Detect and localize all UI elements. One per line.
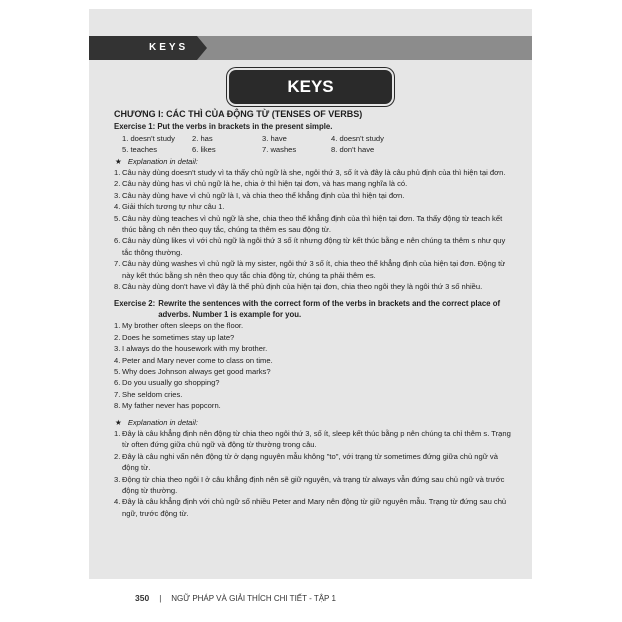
star-icon: ★ <box>115 417 122 427</box>
header-tab: KEYS <box>89 36 197 60</box>
exercise-2-heading: Exercise 2: Rewrite the sentences with the correct form of the verbs in brackets and the correct place of adverbs. Number 1 is example for you. <box>114 298 501 319</box>
answer-item: 2. has <box>192 133 213 143</box>
exercise-1-explanations <box>114 167 514 292</box>
answer-item: 8. don't have <box>331 145 375 155</box>
list-item: 7. Câu này dùng washes vì chủ ngữ là my sister, ngôi thứ 3 số ít, chia theo thể khẳng định của hiện tại đơn. Động từ này kết thúc bằng sh nên theo quy tắc chia động từ, chúng ta phải thêm es. <box>114 259 506 280</box>
list-item: 4. Đây là câu khẳng định với chủ ngữ số nhiều Peter and Mary nên động từ giữ nguyên mẫu. Trạng từ đứng sau chủ ngữ, trước động từ. <box>114 497 507 518</box>
list-item: 3. I always do the housework with my brother. <box>114 344 268 354</box>
chapter-heading: CHƯƠNG I: CÁC THÌ CỦA ĐỘNG TỪ (TENSES OF VERBS) <box>114 109 363 119</box>
list-item: 3. Động từ chia theo ngôi I ở câu khẳng định nên sẽ giữ nguyên, và trạng từ always vẫn đứng sau chủ ngữ và trước động từ thường. <box>114 474 505 495</box>
page-content <box>114 109 514 519</box>
explanation-label: ★ Explanation in detail: <box>115 417 198 427</box>
list-item: 8. My father never has popcorn. <box>114 401 221 411</box>
list-item: 2. Câu này dùng has vì chủ ngữ là he, chia ở thì hiện tại đơn, và has mang nghĩa là có. <box>114 179 408 189</box>
list-item: 3. Câu này dùng have vì chủ ngữ là I, và chia theo thể khẳng định của thì hiện tại đơn. <box>114 190 405 200</box>
explanation-label: ★ Explanation in detail: <box>115 156 198 166</box>
exercise-2-sentences <box>114 320 514 411</box>
list-item: 1. Đây là câu khẳng định nên động từ chia theo ngôi thứ 3, số ít, sleep kết thúc bằng p nên chúng ta chỉ thêm s. Trạng từ often đứng giữa chủ ngữ và động từ thường trong câu. <box>114 428 511 450</box>
answer-item: 6. likes <box>192 145 216 155</box>
list-item: 6. Do you usually go shopping? <box>114 378 220 388</box>
list-item: 2. Does he sometimes stay up late? <box>114 332 235 342</box>
answer-item: 7. washes <box>262 145 297 155</box>
answer-item: 5. teaches <box>122 145 158 155</box>
footer-separator: | <box>159 593 162 603</box>
list-item: 1. Câu này dùng doesn't study vì ta thấy chủ ngữ là she, ngôi thứ 3, số ít và đây là câu phủ định của thì hiện tại đơn. <box>114 168 506 178</box>
answer-item: 3. have <box>262 133 287 143</box>
exercise-2-explanations <box>114 428 514 519</box>
list-item: 5. Câu này dùng teaches vì chủ ngữ là she, chia theo thể khẳng định của thì hiện tại đơn. Ta thấy động từ teach kết thúc bằng ch nên theo quy tắc, chúng ta thêm es sau động từ. <box>114 213 503 235</box>
list-item: 1. My brother often sleeps on the floor. <box>114 321 244 331</box>
exercise-1-heading: Exercise 1: Put the verbs in brackets in the present simple. <box>114 122 333 132</box>
answer-item: 4. doesn't study <box>331 133 384 143</box>
page-title: KEYS <box>229 70 392 104</box>
list-item: 8. Câu này dùng don't have vì đây là thể phủ định của hiện tại đơn, chia theo ngôi they là ngôi thứ 3 số nhiều. <box>114 282 483 292</box>
list-item: 4. Peter and Mary never come to class on time. <box>114 355 273 365</box>
star-icon: ★ <box>115 156 122 166</box>
page-footer <box>135 593 336 603</box>
list-item: 6. Câu này dùng likes vì với chủ ngữ là ngôi thứ 3 số ít nhưng động từ kết thúc bằng e nên chúng ta thêm s như quy tắc thông thường. <box>114 236 506 257</box>
exercise-1-answers <box>122 133 514 156</box>
book-title: NGỮ PHÁP VÀ GIẢI THÍCH CHI TIẾT - TẬP 1 <box>171 593 336 603</box>
book-page <box>89 9 532 608</box>
list-item: 2. Đây là câu nghi vấn nên động từ ở dạng nguyên mẫu không "to", với trạng từ sometimes đứng giữa chủ ngữ và động từ. <box>114 451 498 473</box>
list-item: 4. Giải thích tương tự như câu 1. <box>114 202 225 212</box>
page-number: 350 <box>135 593 150 603</box>
answer-item: 1. doesn't study <box>122 133 175 143</box>
list-item: 7. She seldom cries. <box>114 389 183 399</box>
list-item: 5. Why does Johnson always get good marks? <box>114 366 271 376</box>
